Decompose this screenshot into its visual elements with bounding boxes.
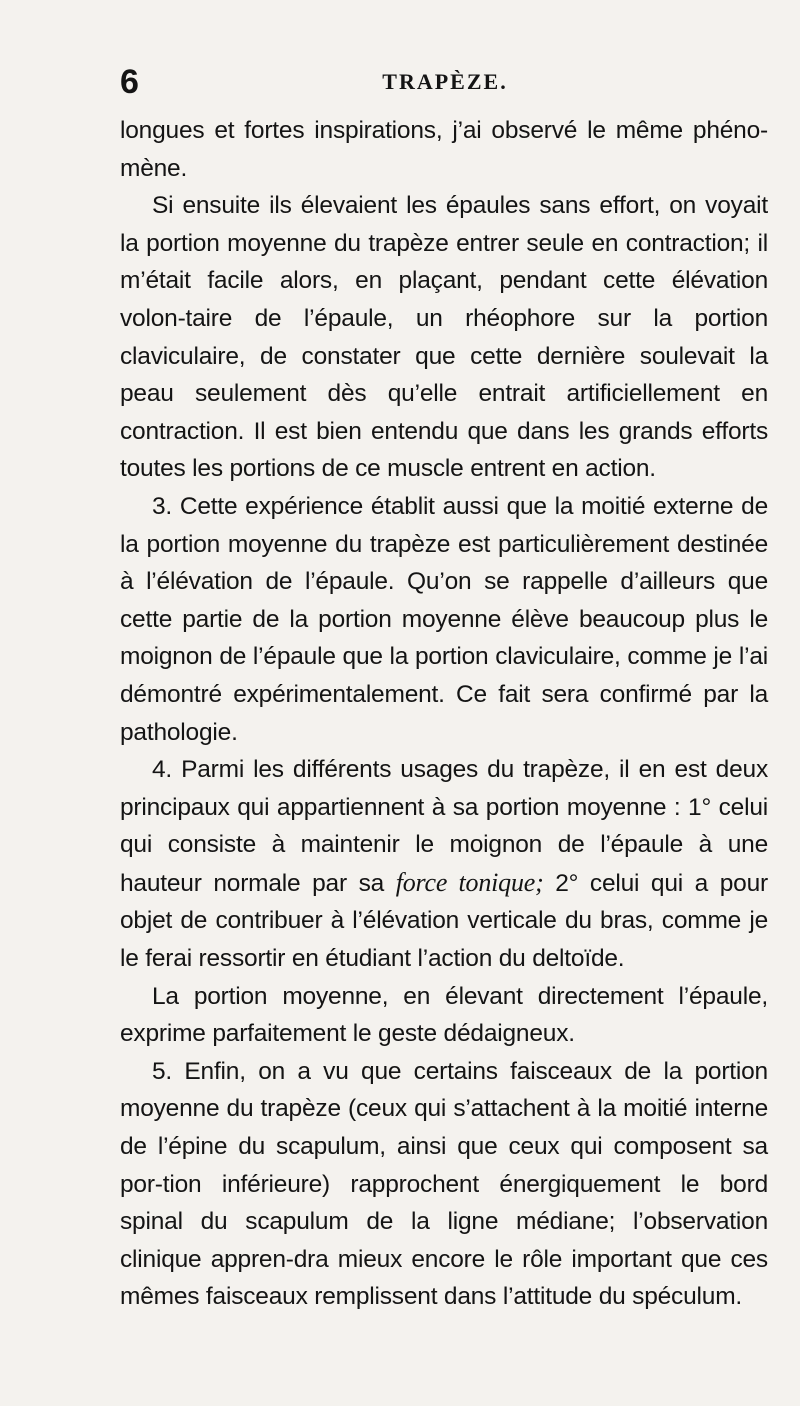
paragraph-section-4	[120, 751, 768, 978]
page-number: 6	[120, 63, 139, 101]
body-text	[120, 112, 768, 1316]
chapter-title: TRAPÈZE.	[382, 69, 508, 94]
paragraph-section-3: 3. Cette expérience établit aussi que la moitié externe de la portion moyenne du trapèze est particulièrement destinée à l’élévation de l’épaule. Qu’on se rappelle d’ailleurs que cette partie de la portion moyenne élève beaucoup plus le moignon de l’épaule que la portion claviculaire, comme je l’ai démontré expérimentalement. Ce fait sera confirmé par la pathologie.	[120, 492, 768, 746]
paragraph-section-4-start: 4. Parmi les différents usages du trapèze, il en est deux principaux qui appartiennent à sa portion moyenne : 1° celui qui consiste à maintenir le moignon de l’épaule à une hauteur normale par sa	[120, 756, 768, 897]
paragraph-shoulder-elevation: Si ensuite ils élevaient les épaules sans effort, on voyait la portion moyenne du trapèze entrer seule en contraction; il m’était facile alors, en plaçant, pendant cette élévation volon-taire de l’épaule, un rhéophore sur la portion claviculaire, de constater que cette dernière soulevait la peau seulement dès qu’elle entrait artificiellement en contraction. Il est bien entendu que dans les grands efforts toutes les portions de ce muscle entrent en action.	[120, 192, 768, 483]
paragraph-section-5: 5. Enfin, on a vu que certains faisceaux de la portion moyenne du trapèze (ceux qui s’attachent à la moitié interne de l’épine du scapulum, ainsi que ceux qui composent sa por-tion inférieure) rapprochent énergiquement le bord spinal du scapulum de la ligne médiane; l’observation clinique appren-dra mieux encore le rôle important que ces mêmes faisceaux remplissent dans l’attitude du spéculum.	[120, 1057, 768, 1311]
paragraph-section-4-end: 2° celui qui a pour objet de contribuer à l’élévation verticale du bras, comme je le ferai ressortir en étudiant l’action du deltoïde.	[120, 869, 768, 973]
paragraph-geste-dedaigneux: La portion moyenne, en élevant directement l’épaule, exprime parfaitement le geste dédaigneux.	[120, 982, 768, 1048]
running-head	[120, 62, 760, 102]
paragraph-continuation: longues et fortes inspirations, j’ai observé le même phéno-mène.	[120, 117, 768, 182]
italic-force-tonique: force tonique;	[395, 867, 544, 897]
